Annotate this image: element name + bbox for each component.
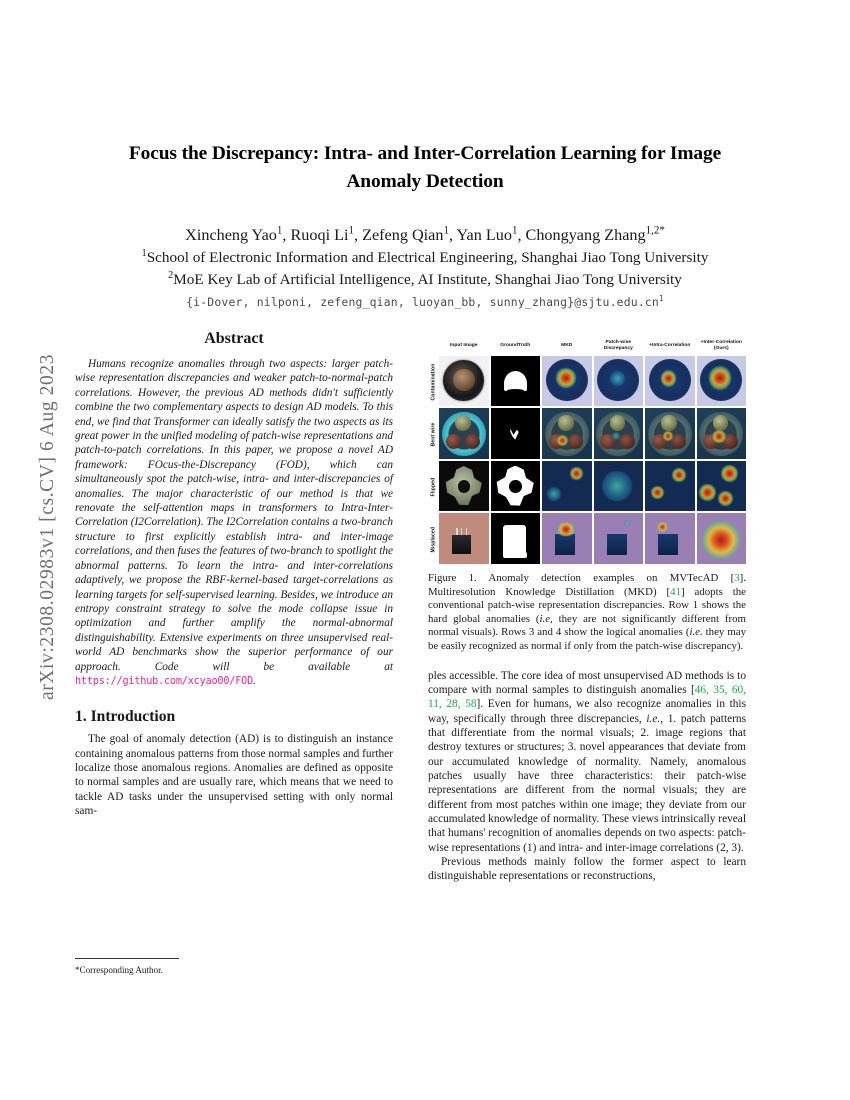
figure-row-label-flipped: Flipped xyxy=(430,477,437,497)
author-emails-text: {i-Dover, nilponi, zefeng_qian, luoyan_bb, sunny_zhang}@sjtu.edu.cn xyxy=(186,295,659,309)
figure-caption-p4: , they are not significantly different from normal visuals). Rows 3 and 4 show the logical anomalies ( xyxy=(428,612,746,639)
author-emails-sup: 1 xyxy=(659,294,664,304)
figure-col-header-patchwise: Patch-wise Discrepancy xyxy=(603,339,633,351)
figure-col-header-input: Input Image xyxy=(450,342,478,348)
author-qian-sup: 1 xyxy=(443,224,449,237)
rc-p1-part3: , 1. patch patterns that differentiate from the normal visuals; 2. image regions that destroy textures or structures; 3. novel appearances that deviate from our accumulated knowledge of normality. Namely, anomalous patches usually have three characteristics: their patch-wise representations are different from the normal visuals; they are different from most patches within one image; they deviate from our accumulated knowledge of normality. These views intrinsically reveal that humans' recognition of anomalies depends on two aspects: patch-wise representations (1) and intra- and inter-image correlations (2, 3). xyxy=(428,712,746,854)
figure-row-labels xyxy=(428,336,439,566)
author-qian: Zefeng Qian$^1$, xyxy=(362,224,457,244)
rc-p1-part2: ]. Even for humans, we also recognize anomalies in this way, specifically through three discrepancies, xyxy=(428,698,746,725)
figure-row-label-contamination: Contamination xyxy=(430,363,437,401)
affiliation-2 xyxy=(95,269,755,291)
figure-col-header-intra: +Intra-Correlation xyxy=(649,342,691,348)
abstract-tail: . xyxy=(253,674,256,687)
figure-caption-p2: ]. Multiresolution Knowledge Distillation (MKD) [ xyxy=(428,571,746,598)
citation-41[interactable]: 41 xyxy=(670,585,681,598)
figure-row-label-misplaced: Misplaced xyxy=(430,526,437,553)
figure-cell-r4-intra xyxy=(645,513,695,563)
citation-3[interactable]: 3 xyxy=(734,571,740,584)
rc-p1-ie: i.e. xyxy=(646,712,661,725)
footnote-text: *Corresponding Author. xyxy=(75,965,163,975)
arxiv-stamp: arXiv:2308.02983v1 [cs.CV] 6 Aug 2023 xyxy=(37,353,58,701)
figure-cell-r3-input xyxy=(439,461,489,511)
project-url[interactable]: https://github.com/xcyao00/FOD xyxy=(75,675,254,687)
author-yao-sup: 1 xyxy=(276,224,283,237)
author-luo-sup: 1 xyxy=(511,224,518,237)
figure-grid xyxy=(428,336,746,566)
figure-caption-ie-2: i.e. xyxy=(689,626,703,639)
author-list xyxy=(95,224,755,247)
affiliation-2-sup: 2 xyxy=(168,269,174,281)
figure-cell-r3-intra xyxy=(645,461,695,511)
figure-caption-p3: ] adopts the conventional patch-wise representation discrepancies. Row 1 shows the hard global anomalies ( xyxy=(428,585,746,625)
figure-cell-r1-patchwise xyxy=(594,356,644,406)
figure-1 xyxy=(428,336,746,884)
introduction-heading: 1. Introduction xyxy=(75,708,176,726)
figure-col-header-mkd: MKD xyxy=(561,342,573,348)
figure-cell-r2-inter xyxy=(697,408,747,458)
affiliation-1 xyxy=(95,247,755,269)
affiliation-1-text: School of Electronic Information and Electrical Engineering, Shanghai Jiao Tong University xyxy=(146,249,709,266)
figure-cell-r2-patchwise xyxy=(594,408,644,458)
figure-cell-r2-mkd xyxy=(542,408,592,458)
author-li: Ruoqi Li$^1$, xyxy=(290,224,363,244)
rc-p1-part1: ples accessible. The core idea of most unsupervised AD methods is to compare with normal samples to distinguish anomalies [ xyxy=(428,669,746,696)
figure-cell-r4-input xyxy=(439,513,489,563)
figure-cell-r4-patchwise xyxy=(594,513,644,563)
figure-cell-r3-mkd xyxy=(542,461,592,511)
figure-cell-r3-groundtruth xyxy=(491,461,541,511)
affiliation-1-sup: 1 xyxy=(141,247,147,259)
figure-col-header-groundtruth: GroundTruth xyxy=(500,342,531,348)
author-zhang-sup: 1,2* xyxy=(645,224,665,237)
affiliation-2-text: MoE Key Lab of Artificial Intelligence, AI Institute, Shanghai Jiao Tong University xyxy=(173,271,682,288)
author-zhang: Chongyang Zhang$^{1,2*}$ xyxy=(525,224,665,244)
figure-cell-r1-groundtruth xyxy=(491,356,541,406)
figure-1-caption xyxy=(428,572,746,654)
figure-row-label-bent-wire: Bent wire xyxy=(430,422,437,447)
figure-label: Figure 1. xyxy=(428,571,477,584)
figure-cell-r4-groundtruth xyxy=(491,513,541,563)
right-column-paragraph-1 xyxy=(428,669,746,855)
author-yao: Xincheng Yao$^1$, xyxy=(185,224,291,244)
author-emails xyxy=(95,295,755,309)
abstract-heading: Abstract xyxy=(204,330,264,347)
citation-group[interactable]: 46, 35, 60, 11, 28, 58 xyxy=(428,683,746,711)
footnote-divider xyxy=(75,958,179,959)
figure-cell-r4-mkd xyxy=(542,513,592,563)
abstract-text xyxy=(75,357,393,689)
figure-caption-ie-1: i.e xyxy=(539,612,551,625)
footnote xyxy=(75,958,393,976)
figure-cell-r1-mkd xyxy=(542,356,592,406)
figure-cell-r1-input xyxy=(439,356,489,406)
abstract-body: Humans recognize anomalies through two aspects: larger patch-wise representation discrepancies and weaker patch-to-normal-patch correlations. However, the previous AD methods didn't sufficiently combine the two complementary aspects to design AD models. To this end, we find that Transformer can ideally satisfy the two aspects as its great power in the unified modeling of patch-wise representations and patch-to-patch correlations. In this paper, we propose a novel AD framework: FOcus-the-Discrepancy (FOD), which can simultaneously spot the patch-wise, intra- and inter-discrepancies of anomalies. The major characteristic of our method is that we renovate the self-attention maps in transformers to Intra-Inter-Correlation (I2Correlation). The I2Correlation contains a two-branch structure to first explicitly establish intra- and inter-image correlations, and then fuses the features of two-branch to spotlight the abnormal patterns. To learn the intra- and inter-correlations adaptively, we propose the RBF-kernel-based target-correlations as learning targets for self-supervised learning. Besides, we introduce an entropy constraint strategy to solve the mode collapse issue in optimization and further amplify the normal-abnormal distinguishability. Extensive experiments on three unsupervised real-world AD benchmarks show the superior performance of our approach. Code will be available at xyxy=(75,358,393,673)
figure-cell-r1-intra xyxy=(645,356,695,406)
figure-cell-r3-patchwise xyxy=(594,461,644,511)
figure-cell-r2-intra xyxy=(645,408,695,458)
figure-cell-r4-inter xyxy=(697,513,747,563)
figure-caption-p1: Anomaly detection examples on MVTecAD [ xyxy=(476,571,735,584)
figure-cell-r2-groundtruth xyxy=(491,408,541,458)
page-title: Focus the Discrepancy: Intra- and Inter-Correlation Learning for Image Anomaly Detection xyxy=(128,143,722,192)
figure-caption-p5: they may be easily recognized as normal if only from the patch-wise discrepancy). xyxy=(428,626,746,652)
right-column-paragraph-2: Previous methods mainly follow the former aspect to learn distinguishable representations or reconstructions, xyxy=(428,855,746,883)
author-li-sup: 1 xyxy=(348,224,354,237)
author-luo: Yan Luo$^1$, xyxy=(456,224,526,244)
figure-cell-r1-inter xyxy=(697,356,747,406)
title-block xyxy=(95,140,755,309)
figure-cell-r3-inter xyxy=(697,461,747,511)
introduction-paragraph-1: The goal of anomaly detection (AD) is to distinguish an instance containing anomalous patterns from those normal samples and further localize those anomalous regions. Anomalies are defined as opposite to normal samples and are usually rare, which means that we need to tackle AD tasks under the unsupervised setting with only normal sam- xyxy=(75,733,393,818)
figure-col-header-inter: +Inter-Correlation (Ours) xyxy=(700,339,742,351)
left-column xyxy=(75,330,393,818)
figure-cell-r2-input xyxy=(439,408,489,458)
figure-cells xyxy=(439,336,746,566)
